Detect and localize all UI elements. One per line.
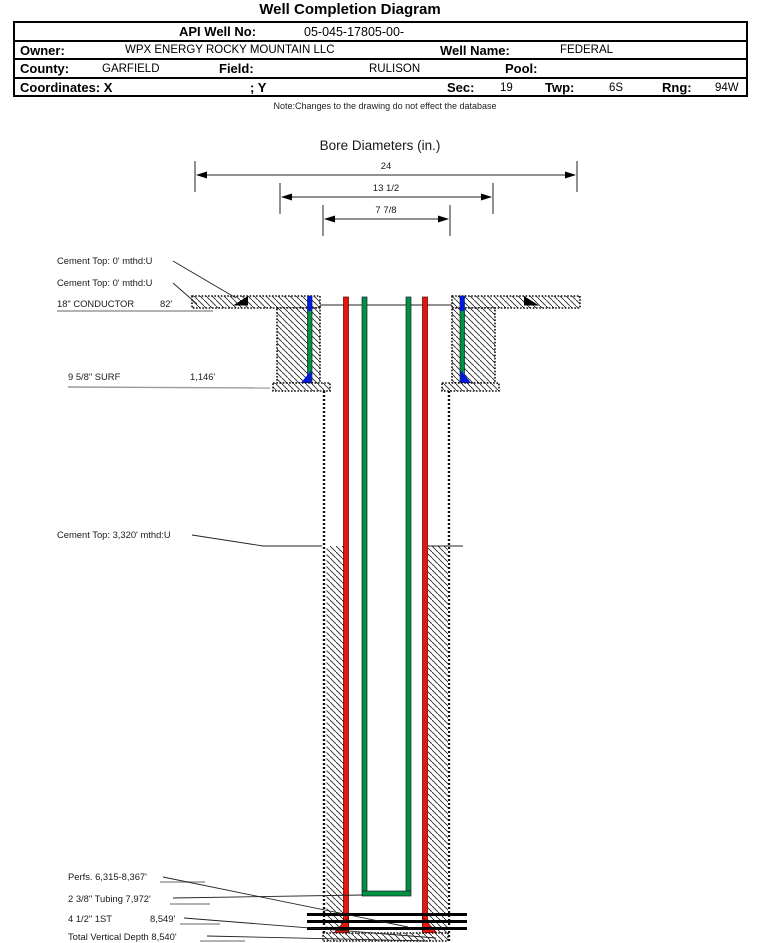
bore-diameters-section	[195, 138, 577, 236]
dimension-7-7-8	[323, 205, 450, 236]
dim-13-label: 13 1/2	[372, 183, 400, 194]
dim-7-label: 7 7/8	[375, 205, 397, 216]
cement-top-3320-leader	[192, 535, 322, 546]
production-casing-right	[423, 297, 428, 933]
owner-value: WPX ENERGY ROCKY MOUNTAIN LLC	[125, 44, 335, 56]
production-cement-left	[327, 546, 344, 933]
coordinates-x-label: Coordinates: X	[20, 80, 113, 95]
dim-24-right-arrow-icon	[565, 172, 576, 179]
pool-label: Pool:	[505, 61, 538, 76]
county-label: County:	[20, 61, 70, 76]
surface-cement-column-right	[452, 308, 495, 383]
shoe-step-left	[273, 383, 330, 391]
coordinates-y-label: ; Y	[250, 80, 267, 95]
cement-top-0-label-2: Cement Top: 0' mthd:U	[57, 277, 153, 288]
dim-7-right-arrow-icon	[438, 216, 449, 223]
tubing-right	[406, 297, 411, 891]
field-label: Field:	[219, 61, 254, 76]
production-casing-left	[344, 297, 349, 933]
production-cement-right	[428, 546, 448, 933]
surface-casing-leader	[68, 387, 270, 388]
database-note: Note:Changes to the drawing do not effect the database	[273, 101, 497, 111]
sec-value: 19	[500, 81, 513, 94]
conductor-casing-left	[308, 296, 313, 311]
owner-label: Owner:	[20, 42, 65, 58]
dim-7-left-arrow-icon	[324, 216, 335, 223]
annotations	[57, 255, 463, 942]
bore-diameters-title: Bore Diameters (in.)	[319, 138, 441, 153]
production-casing-depth: 8,549'	[150, 913, 176, 924]
well-name-value: FEDERAL	[560, 44, 614, 56]
twp-label: Twp:	[545, 80, 575, 95]
api-well-no-value: 05-045-17805-00-	[304, 24, 405, 39]
dim-13-left-arrow-icon	[281, 194, 292, 201]
cement-top-0-leader-2	[173, 283, 197, 304]
dim-13-right-arrow-icon	[481, 194, 492, 201]
conductor-flange-left	[192, 296, 320, 308]
rng-label: Rng:	[662, 80, 692, 95]
page-title: Well Completion Diagram	[259, 1, 441, 18]
dim-24-left-arrow-icon	[196, 172, 207, 179]
tubing-label: 2 3/8" Tubing 7,972'	[68, 893, 151, 904]
perforation-line-1	[307, 913, 467, 916]
conductor-depth: 82'	[160, 298, 173, 309]
cement-top-0-leader-1	[173, 261, 236, 298]
perfs-label: Perfs. 6,315-8,367'	[68, 871, 147, 882]
conductor-label: 18" CONDUCTOR	[57, 298, 135, 309]
production-casing-label: 4 1/2" 1ST	[68, 913, 112, 924]
well-name-label: Well Name:	[440, 42, 510, 58]
conductor-casing-right	[460, 296, 465, 311]
cement-top-3320-label: Cement Top: 3,320' mthd:U	[57, 529, 171, 540]
cement-top-0-label-1: Cement Top: 0' mthd:U	[57, 255, 153, 266]
wellbore	[192, 296, 580, 941]
sec-label: Sec:	[447, 80, 475, 95]
tubing-left	[362, 297, 367, 891]
field-value: RULISON	[369, 62, 421, 75]
surface-casing-label: 9 5/8" SURF	[68, 371, 121, 382]
shoe-step-right	[442, 383, 499, 391]
conductor-flange-right	[452, 296, 580, 308]
surface-cement-column-left	[277, 308, 320, 383]
tubing-bottom	[362, 891, 411, 896]
surface-casing-depth: 1,146'	[190, 371, 216, 382]
dim-24-label: 24	[380, 161, 392, 172]
tvd-label: Total Vertical Depth 8,540'	[68, 931, 177, 942]
rng-value: 94W	[715, 81, 739, 94]
twp-value: 6S	[609, 81, 624, 94]
county-value: GARFIELD	[102, 62, 160, 75]
api-well-no-label: API Well No:	[179, 24, 257, 39]
